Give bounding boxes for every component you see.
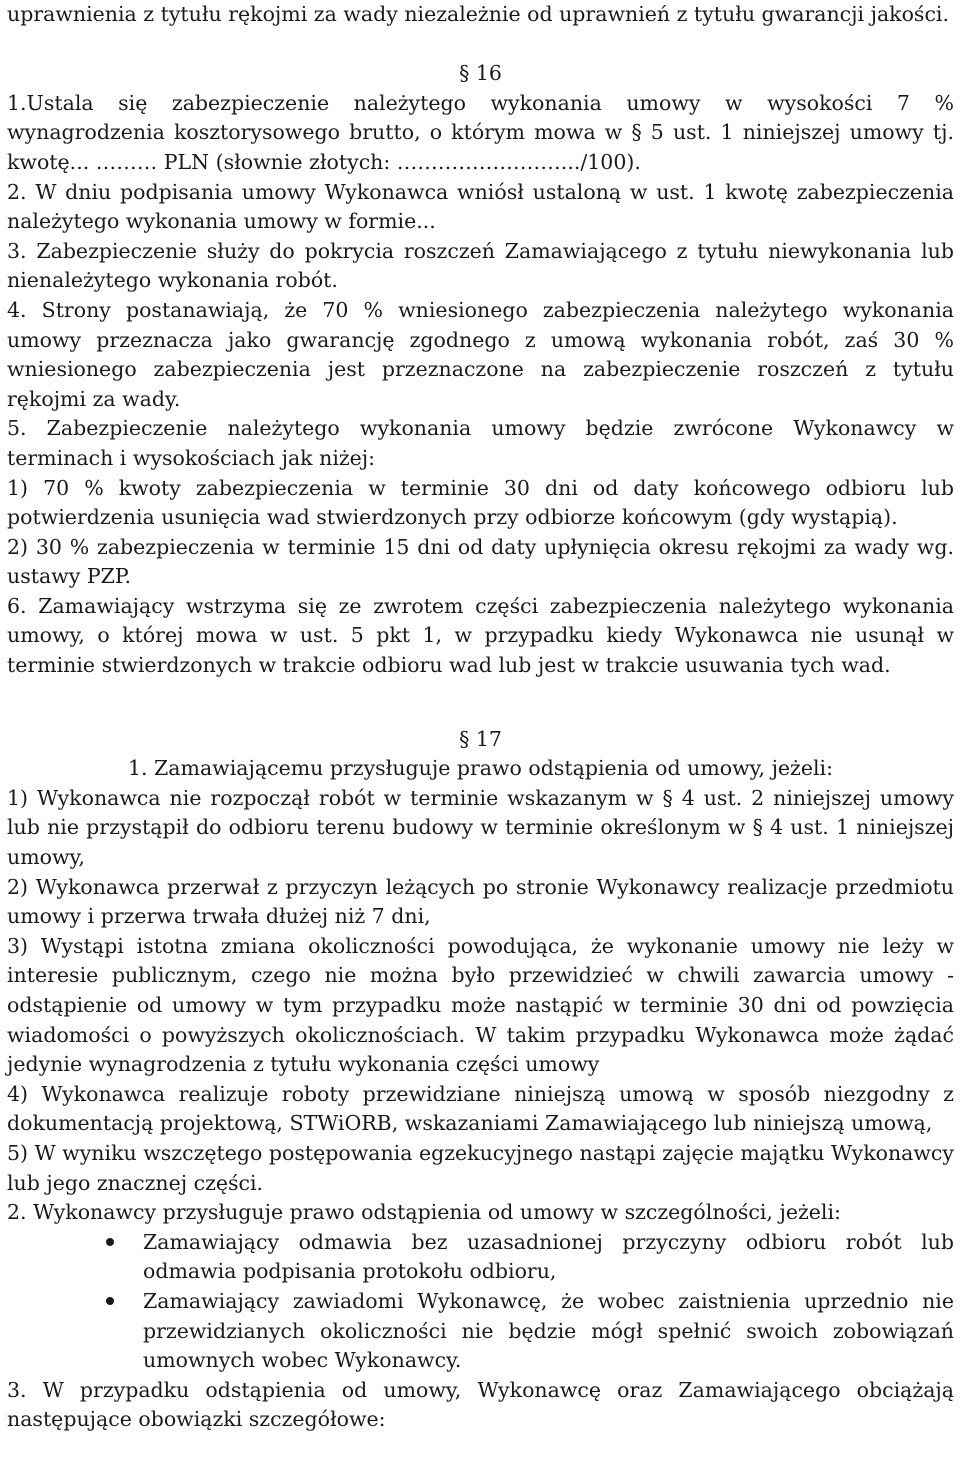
paragraph: 4. Strony postanawiają, że 70 % wniesionego zabezpieczenia należytego wykonania umowy przeznacza jako gwarancję zgodnego z umową wykonania robót, zaś 30 % wniesionego zabezpieczenia jest przeznaczone na zabezpieczenie roszczeń z tytułu rękojmi za wady. <box>7 297 954 411</box>
paragraph: 1) Wykonawca nie rozpoczął robót w terminie wskazanym w § 4 ust. 2 niniejszej umowy lub nie przystąpił do odbioru terenu budowy w terminie określonym w § 4 ust. 1 niniejszej umowy, <box>7 785 954 870</box>
paragraph: 1) 70 % kwoty zabezpieczenia w terminie 30 dni od daty końcowego odbioru lub potwierdzenia usunięcia wad stwierdzonych przy odbiorze końcowym (gdy wystąpią). <box>7 475 954 530</box>
bullet-item: Zamawiający zawiadomi Wykonawcę, że wobec zaistnienia uprzednio nie przewidzianych okoliczności nie będzie mógł spełnić swoich zobowiązań umownych wobec Wykonawcy. <box>143 1287 954 1376</box>
paragraph: uprawnienia z tytułu rękojmi za wady niezależnie od uprawnień z tytułu gwarancji jakości. <box>7 2 949 26</box>
paragraph: 4) Wykonawca realizuje roboty przewidziane niniejszą umową w sposób niezgodny z dokumentacją projektową, STWiORB, wskazaniami Zamawiającego lub niniejszą umową, <box>7 1081 954 1136</box>
spacer <box>7 681 954 725</box>
paragraph: 5) W wyniku wszczętego postępowania egzekucyjnego nastąpi zajęcie majątku Wykonawcy lub jego znacznej części. <box>7 1140 954 1195</box>
paragraph: 2) 30 % zabezpieczenia w terminie 15 dni od daty upłynięcia okresu rękojmi za wady wg. ustawy PZP. <box>7 534 954 589</box>
paragraph: 2. W dniu podpisania umowy Wykonawca wniósł ustaloną w ust. 1 kwotę zabezpieczenia należytego wykonania umowy w formie... <box>7 179 954 234</box>
section-heading: 1. Zamawiającemu przysługuje prawo odstąpienia od umowy, jeżeli: <box>127 756 834 781</box>
paragraph: 2) Wykonawca przerwał z przyczyn leżących po stronie Wykonawcy realizacje przedmiotu umowy i przerwa trwała dłużej niż 7 dni, <box>7 874 954 929</box>
paragraph: 3. W przypadku odstąpienia od umowy, Wykonawcę oraz Zamawiającego obciążają następujące obowiązki szczegółowe: <box>7 1377 954 1432</box>
paragraph: 3. Zabezpieczenie służy do pokrycia roszczeń Zamawiającego z tytułu niewykonania lub nienależytego wykonania robót. <box>7 238 954 293</box>
spacer <box>7 30 954 60</box>
paragraph: 1.Ustala się zabezpieczenie należytego wykonania umowy w wysokości 7 % wynagrodzenia kosztorysowego brutto, o którym mowa w § 5 ust. 1 niniejszej umowy tj. kwotę... ……… PLN (słownie złotych: …………………….../100). <box>7 90 954 174</box>
section-heading: § 17 <box>459 726 502 751</box>
paragraph: 6. Zamawiający wstrzyma się ze zwrotem części zabezpieczenia należytego wykonania umowy, o której mowa w ust. 5 pkt 1, w przypadku kiedy Wykonawca nie usunął w terminie stwierdzonych w trakcie odbioru wad lub jest w trakcie usuwania tych wad. <box>7 593 954 678</box>
section-heading: § 16 <box>459 61 502 86</box>
paragraph: 5. Zabezpieczenie należytego wykonania umowy będzie zwrócone Wykonawcy w terminach i wysokościach jak niżej: <box>7 416 954 470</box>
paragraph: 2. Wykonawcy przysługuje prawo odstąpienia od umowy w szczególności, jeżeli: <box>7 1200 841 1225</box>
bullet-item: Zamawiający odmawia bez uzasadnionej przyczyny odbioru robót lub odmawia podpisania protokołu odbioru, <box>143 1228 954 1287</box>
bullet-list <box>7 1228 954 1376</box>
paragraph: 3) Wystąpi istotna zmiana okoliczności powodująca, że wykonanie umowy nie leży w interesie publicznym, czego nie można było przewidzieć w chwili zawarcia umowy - odstąpienie od umowy w tym przypadku może nastąpić w terminie 30 dni od powzięcia wiadomości o powyższych okolicznościach. W takim przypadku Wykonawca może żądać jedynie wynagrodzenia z tytułu wykonania części umowy <box>7 933 954 1077</box>
